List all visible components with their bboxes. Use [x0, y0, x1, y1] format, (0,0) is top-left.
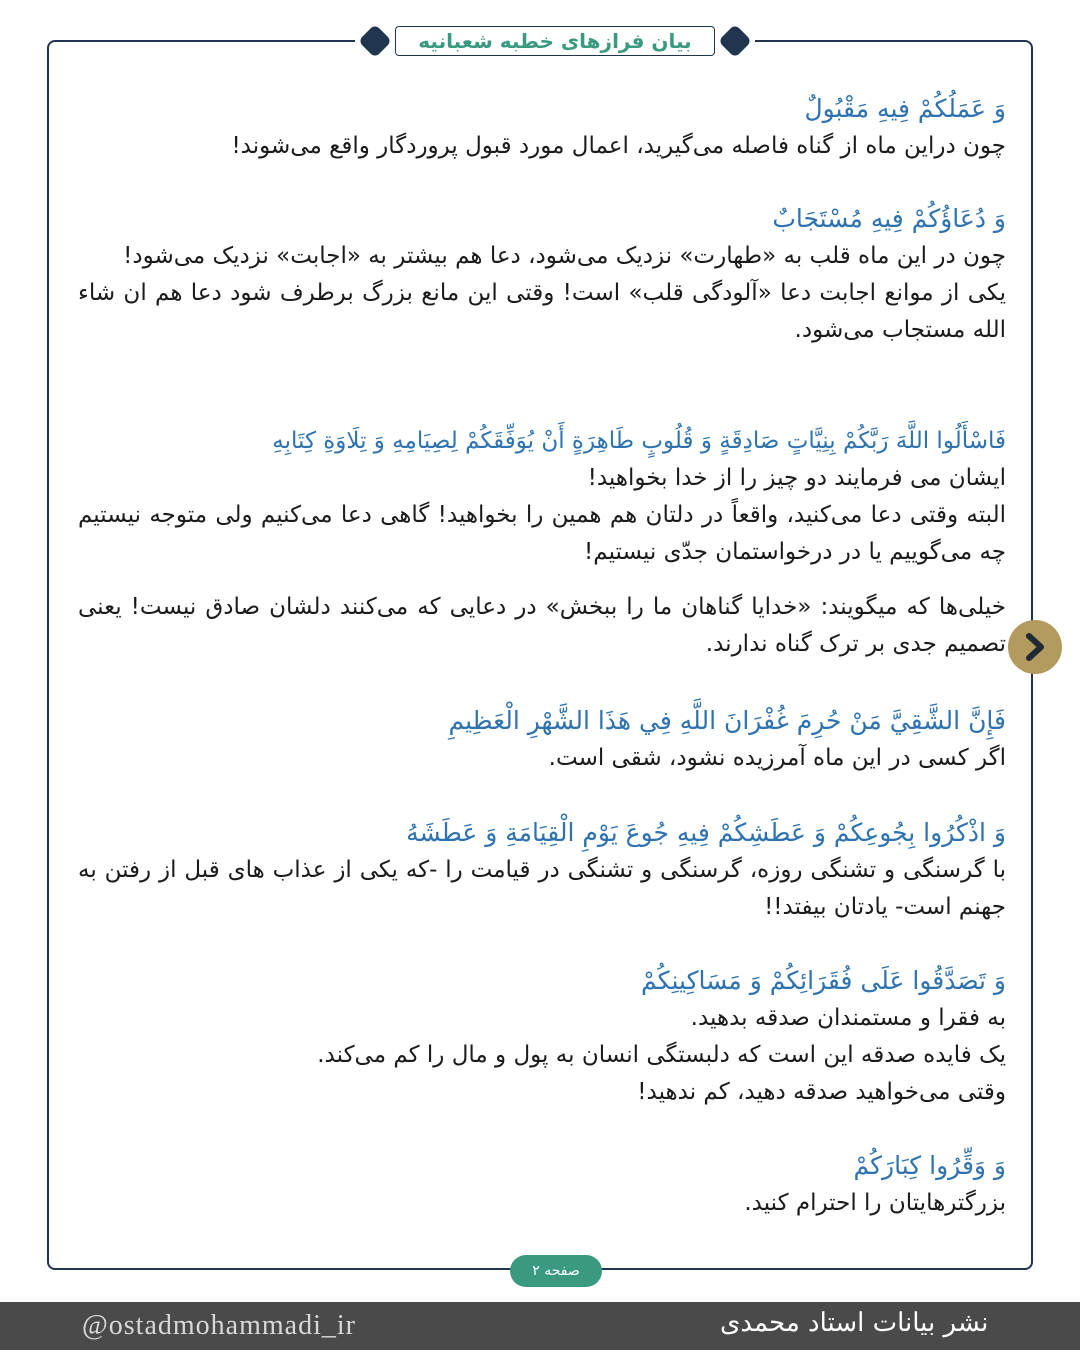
page-title: بیان فرازهای خطبه شعبانیه [418, 29, 692, 53]
explanation: چون در این ماه قلب به «طهارت» نزدیک می‌شود، دعا هم بیشتر به «اجابت» نزدیک می‌شود! [123, 243, 1006, 269]
arabic-quote: وَ وَقِّرُوا كِبَارَكُمْ [853, 1151, 1006, 1180]
explanation: به فقرا و مستمندان صدقه بدهید. [690, 1005, 1006, 1031]
section-7 [78, 1147, 1006, 1222]
next-page-button[interactable] [1008, 620, 1062, 674]
explanation: البته وقتی دعا می‌کنید، واقعاً در دلتان هم همین را بخواهید! گاهی دعا می‌کنیم ولی متوجه نیستیم چه می‌گوییم یا در درخواستمان جدّی نیستیم! [78, 502, 1006, 565]
ornament-icon [718, 24, 752, 58]
explanation: بزرگترهایتان را احترام کنید. [744, 1190, 1006, 1216]
arabic-quote: وَ عَمَلُكُمْ فِيهِ مَقْبُولٌ [804, 94, 1006, 123]
explanation: یک فایده صدقه این است که دلبستگی انسان به پول و مال را کم می‌کند. [317, 1042, 1006, 1068]
section-3 [78, 422, 1006, 663]
arabic-quote: فَإِنَّ الشَّقِيَّ مَنْ حُرِمَ غُفْرَانَ اللَّهِ فِي هَذَا الشَّهْرِ الْعَظِيمِ [448, 706, 1006, 735]
explanation: اگر کسی در این ماه آمرزیده نشود، شقی است. [548, 745, 1006, 771]
section-2 [78, 200, 1006, 349]
explanation: با گرسنگی و تشنگی روزه، گرسنگی و تشنگی در قیامت را -که یکی از عذاب های قبل از رفتن به جهنم است- یادتان بیفتد!! [78, 857, 1006, 920]
arabic-quote: وَ تَصَدَّقُوا عَلَى فُقَرَائِكُمْ وَ مَسَاكِينِكُمْ [641, 966, 1006, 995]
chevron-right-icon [1022, 632, 1048, 662]
explanation: خیلی‌ها که میگویند: «خدایا گناهان ما را ببخش» در دعایی که می‌کنند دلشان صادق نیست! یعنی تصمیم جدی بر ترک گناه ندارند. [78, 594, 1006, 657]
arabic-quote: وَ اذْكُرُوا بِجُوعِكُمْ وَ عَطَشِكُمْ فِيهِ جُوعَ يَوْمِ الْقِيَامَةِ وَ عَطَشَهُ [406, 818, 1006, 847]
section-6 [78, 962, 1006, 1111]
explanation: وقتی می‌خواهید صدقه دهید، کم ندهید! [637, 1079, 1006, 1105]
explanation: چون دراین ماه از گناه فاصله می‌گیرید، اعمال مورد قبول پروردگار واقع می‌شوند! [231, 133, 1006, 159]
page-number: صفحه ۲ [510, 1255, 602, 1287]
footer-bar [0, 1302, 1080, 1350]
section-5 [78, 814, 1006, 926]
explanation: یکی از موانع اجابت دعا «آلودگی قلب» است! وقتی این مانع بزرگ برطرف شود دعا هم ان شاء الله مستجاب می‌شود. [78, 280, 1006, 343]
section-4 [78, 702, 1006, 777]
explanation: ایشان می فرمایند دو چیز را از خدا بخواهید! [587, 465, 1006, 491]
brand-logo: نشر بیانات استاد محمدی [720, 1308, 989, 1338]
title-banner [355, 22, 755, 60]
section-1 [78, 90, 1006, 165]
social-handle: @ostadmohammadi_ir [82, 1310, 356, 1341]
arabic-quote: فَاسْأَلُوا اللَّهَ رَبَّكُمْ بِنِيَّاتٍ صَادِقَةٍ وَ قُلُوبٍ طَاهِرَةٍ أَنْ يُوَفِّقَكُمْ لِصِيَامِهِ وَ تِلَاوَةِ كِتَابِهِ [272, 428, 1006, 454]
arabic-quote: وَ دُعَاؤُكُمْ فِيهِ مُسْتَجَابٌ [772, 204, 1006, 233]
ornament-icon [358, 24, 392, 58]
